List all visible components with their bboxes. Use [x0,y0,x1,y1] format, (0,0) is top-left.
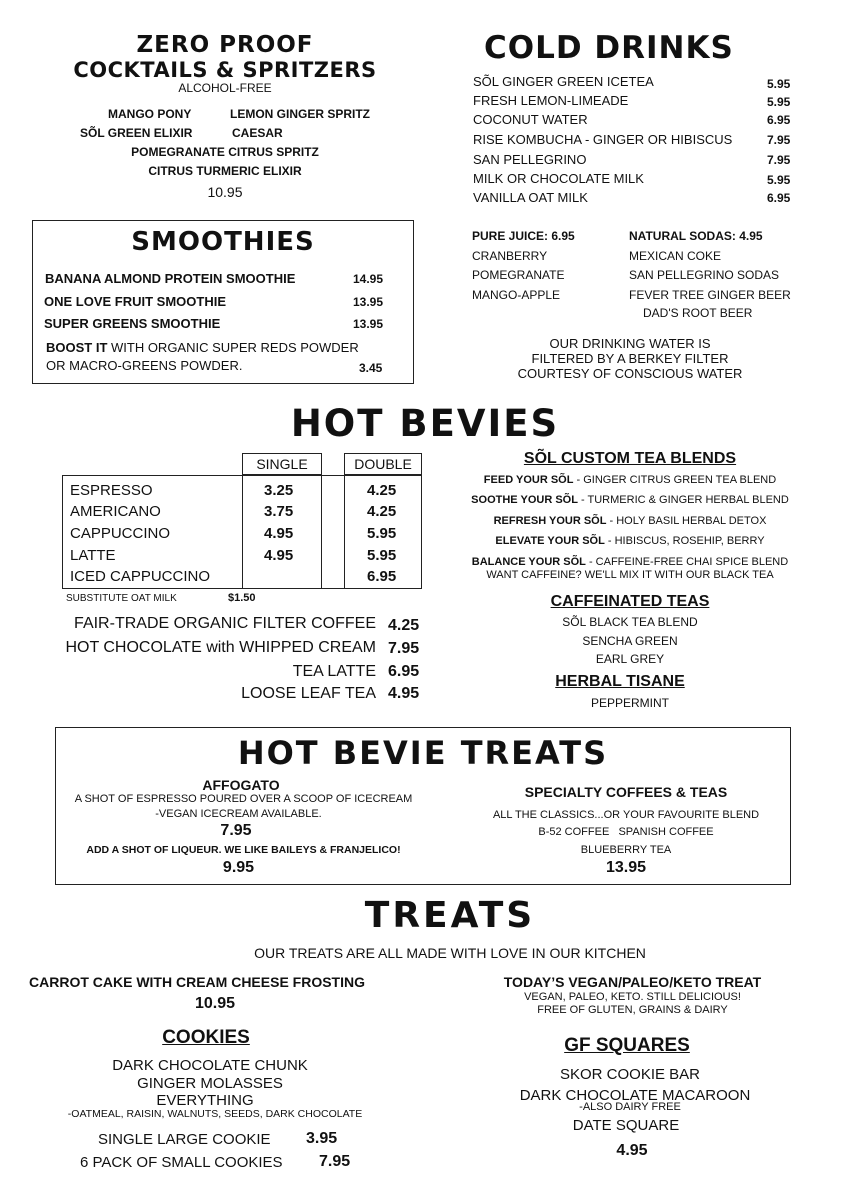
vegan-treat-desc: FREE OF GLUTEN, GRAINS & DAIRY [537,1004,728,1016]
water-note-line: FILTERED BY A BERKEY FILTER [531,351,729,366]
menu-item-name: LOOSE LEAF TEA [241,685,376,702]
cold-drinks-title: COLD DRINKS [484,30,734,66]
herbal-tisane-title: HERBAL TISANE [555,673,685,690]
single-cookie-price: 3.95 [306,1130,338,1147]
juice-item: MANGO-APPLE [472,288,561,302]
tea-blend-name: FEED YOUR SÕL [483,474,574,486]
espresso-item-name: LATTE [70,547,116,564]
water-note [480,336,780,381]
liqueur-price: 9.95 [222,859,255,876]
menu-item-name: SUPER GREENS SMOOTHIE [44,316,221,331]
menu-item: LEMON GINGER SPRITZ [230,107,371,121]
menu-item: POMEGRANATE CITRUS SPRITZ [131,145,319,159]
tea-item: SÕL BLACK TEA BLEND [562,615,698,629]
carrot-cake-price: 10.95 [194,995,236,1012]
six-pack-label: 6 PACK OF SMALL COOKIES [80,1154,283,1171]
menu-item-name: FRESH LEMON-LIMEADE [473,93,629,108]
pure-juice-heading: PURE JUICE: 6.95 [472,229,575,243]
alcohol-free-label: ALCOHOL-FREE [178,81,272,95]
menu-item-name: MILK OR CHOCOLATE MILK [473,171,644,186]
cookies-title: COOKIES [162,1027,250,1048]
espresso-item-name: AMERICANO [70,503,161,520]
tea-item: EARL GREY [595,652,665,666]
espresso-item-name: ESPRESSO [70,482,153,499]
menu-item: SÕL GREEN ELIXIR [80,126,193,140]
single-price: 3.25 [264,482,294,499]
menu-item-price: 13.95 [353,317,384,331]
affogato-desc: -VEGAN ICECREAM AVAILABLE. [155,808,322,820]
menu-item-name: FAIR-TRADE ORGANIC FILTER COFFEE [74,615,376,632]
cookie-item: GINGER MOLASSES [137,1075,283,1092]
specialty-items: BLUEBERRY TEA [580,844,672,856]
liqueur-note: ADD A SHOT OF LIQUEUR. WE LIKE BAILEYS & FRANJELICO! [86,844,401,856]
caffeine-note: WANT CAFFEINE? WE'LL MIX IT WITH OUR BLACK TEA [486,569,774,581]
specialty-desc: ALL THE CLASSICS...OR YOUR FAVOURITE BLEND [492,809,760,821]
menu-item: MANGO PONY [108,107,192,121]
menu-item-price: 5.95 [767,77,791,91]
vegan-treat-desc: VEGAN, PALEO, KETO. STILL DELICIOUS! [524,991,741,1003]
single-price: 4.95 [264,547,294,564]
tea-blend-item [450,515,810,527]
tea-blend-item [450,556,810,568]
caffeinated-teas-title: CAFFEINATED TEAS [550,593,710,610]
menu-item-price: 6.95 [388,663,420,680]
tea-blend-name: ELEVATE YOUR SÕL [495,535,605,547]
espresso-item-name: ICED CAPPUCCINO [70,568,211,585]
tea-blend-name: REFRESH YOUR SÕL [493,515,607,527]
gf-item: DATE SQUARE [572,1117,680,1134]
carrot-cake-name: CARROT CAKE WITH CREAM CHEESE FROSTING [29,974,365,990]
tea-blend-item [450,535,810,547]
menu-item-name: VANILLA OAT MILK [473,190,588,205]
affogato-price: 7.95 [220,822,252,839]
menu-item: CAESAR [232,126,283,140]
double-price: 4.25 [367,503,397,520]
specialty-price: 13.95 [605,859,647,876]
soda-item: SAN PELLEGRINO SODAS [629,268,780,282]
menu-item-name: TEA LATTE [292,663,376,680]
tea-blend-desc: - HIBISCUS, ROSEHIP, BERRY [604,535,765,547]
menu-item-price: 14.95 [353,272,384,286]
menu-item-price: 7.95 [767,133,791,147]
hot-bevies-title: HOT BEVIES [290,402,560,445]
gf-squares-price: 4.95 [616,1142,648,1159]
menu-item-price: 5.95 [767,95,791,109]
single-price: 4.95 [264,525,294,542]
table-divider [321,475,322,588]
double-price: 4.25 [367,482,397,499]
natural-sodas-heading: NATURAL SODAS: 4.95 [629,229,763,243]
water-note-line: COURTESY OF CONSCIOUS WATER [517,366,743,381]
soda-item: MEXICAN COKE [629,249,722,263]
double-column-header: DOUBLE [354,456,412,472]
menu-item-price: 7.95 [767,153,791,167]
tea-blend-desc: - HOLY BASIL HERBAL DETOX [606,515,767,527]
tea-blend-item [450,494,810,506]
tea-blend-item [450,474,810,486]
specialty-title: SPECIALTY COFFEES & TEAS [524,784,728,800]
menu-item: CITRUS TURMERIC ELIXIR [148,164,302,178]
boost-price: 3.45 [359,361,383,375]
cookie-item: EVERYTHING [156,1092,254,1109]
boost-text: WITH ORGANIC SUPER REDS POWDER [107,340,359,355]
tea-blend-desc: - GINGER CITRUS GREEN TEA BLEND [573,474,777,486]
hot-bevie-treats-box [55,727,791,885]
oat-milk-price: $1.50 [228,592,256,604]
smoothies-title: SMOOTHIES [131,227,315,257]
affogato-title: AFFOGATO [202,777,280,793]
menu-item-price: 13.95 [353,295,384,309]
gf-item-note: -ALSO DAIRY FREE [579,1101,681,1113]
menu-item-name: BANANA ALMOND PROTEIN SMOOTHIE [45,271,296,286]
tea-blend-name: SOOTHE YOUR SÕL [471,494,578,506]
double-price: 6.95 [367,568,397,585]
tea-blend-name: BALANCE YOUR SÕL [471,556,586,568]
cookie-item: DARK CHOCOLATE CHUNK [112,1057,308,1074]
treats-subtitle: OUR TREATS ARE ALL MADE WITH LOVE IN OUR KITCHEN [254,945,646,961]
menu-item-name: RISE KOMBUCHA - GINGER OR HIBISCUS [473,132,733,147]
boost-line-2: OR MACRO-GREENS POWDER. [46,358,243,373]
custom-tea-title: SÕL CUSTOM TEA BLENDS [523,450,737,467]
menu-item-name: SAN PELLEGRINO [473,152,587,167]
single-cookie-label: SINGLE LARGE COOKIE [98,1131,271,1148]
boost-label: BOOST IT [46,340,108,355]
menu-item-price: 4.95 [388,685,420,702]
zero-proof-title: ZERO PROOF [136,32,314,58]
menu-item-name: COCONUT WATER [473,112,588,127]
smoothies-box [32,220,414,384]
soda-item: DAD'S ROOT BEER [643,306,753,320]
menu-item-price: 7.95 [388,640,420,657]
everything-desc: -OATMEAL, RAISIN, WALNUTS, SEEDS, DARK CHOCOLATE [67,1108,363,1120]
tea-item: SENCHA GREEN [582,634,678,648]
menu-item-name: SÕL GINGER GREEN ICETEA [473,74,654,89]
soda-item: FEVER TREE GINGER BEER [629,288,791,302]
menu-item-name: HOT CHOCOLATE with WHIPPED CREAM [65,639,376,656]
single-price: 3.75 [264,503,294,520]
gf-item: SKOR COOKIE BAR [559,1066,701,1083]
six-pack-price: 7.95 [319,1153,351,1170]
affogato-desc: A SHOT OF ESPRESSO POURED OVER A SCOOP OF ICECREAM [74,793,413,805]
treats-title: TREATS [364,895,536,936]
vegan-treat-title: TODAY’S VEGAN/PALEO/KETO TREAT [503,974,762,990]
menu-item-name: ONE LOVE FRUIT SMOOTHIE [44,294,227,309]
tea-item: PEPPERMINT [590,696,669,710]
table-divider [242,475,243,588]
water-note-line: OUR DRINKING WATER IS [549,336,711,351]
tea-blend-desc: - TURMERIC & GINGER HERBAL BLEND [577,494,789,506]
menu-item-price: 4.25 [388,617,420,634]
double-price: 5.95 [367,547,397,564]
espresso-item-name: CAPPUCCINO [70,525,171,542]
cocktails-title: COCKTAILS & SPRITZERS [73,58,377,82]
gf-squares-title: GF SQUARES [564,1035,690,1056]
menu-item-price: 6.95 [767,191,791,205]
table-divider [344,475,345,588]
zero-proof-price: 10.95 [207,184,243,200]
boost-line [46,340,359,355]
double-price: 5.95 [367,525,397,542]
single-column-header: SINGLE [256,456,308,472]
tea-blend-desc: - CAFFEINE-FREE CHAI SPICE BLEND [585,556,789,568]
gf-item: DARK CHOCOLATE MACAROON [519,1087,751,1104]
menu-item-price: 6.95 [767,113,791,127]
hot-bevie-treats-title: HOT BEVIE TREATS [237,734,609,772]
juice-item: POMEGRANATE [472,268,565,282]
juice-item: CRANBERRY [472,249,548,263]
menu-item-price: 5.95 [767,173,791,187]
specialty-items: B-52 COFFEE SPANISH COFFEE [538,826,714,838]
oat-milk-label: SUBSTITUTE OAT MILK [66,593,177,604]
